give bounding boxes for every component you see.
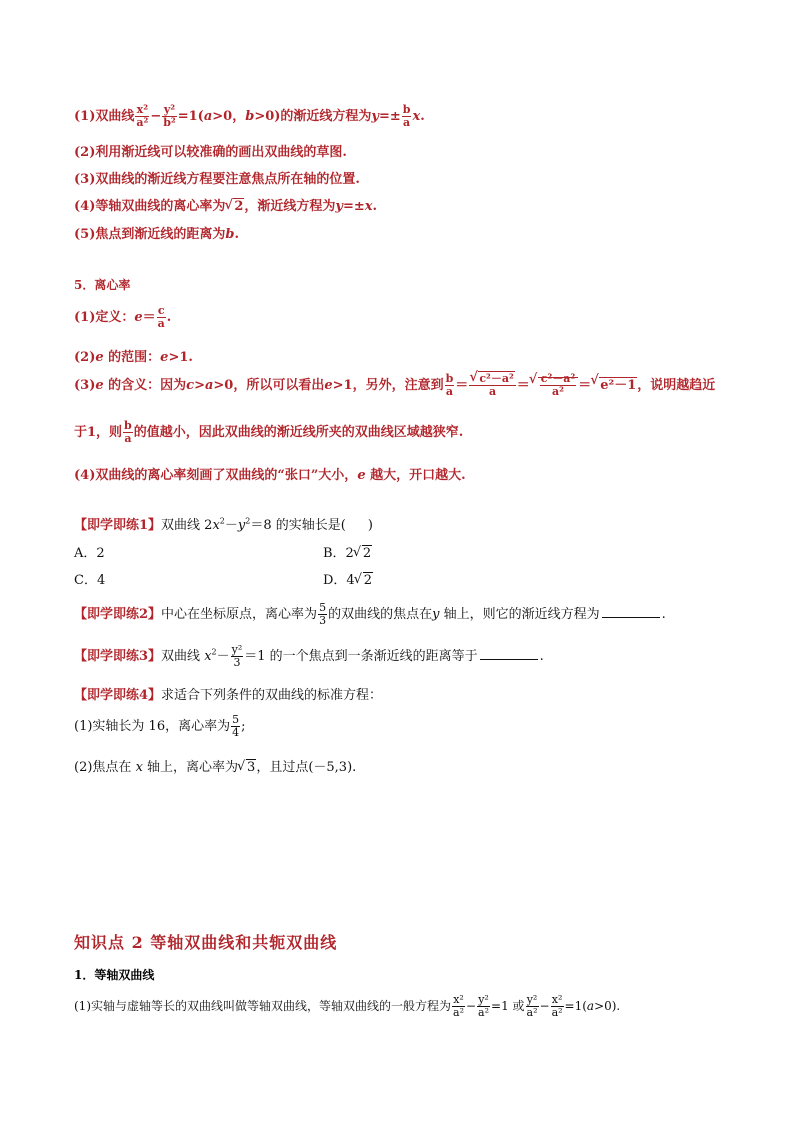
note-focus-axis: (3)双曲线的渐近线方程要注意焦点所在轴的位置. xyxy=(74,172,360,187)
ecc-definition: (1)定义：e＝ $\frac{c}{a}$ . xyxy=(74,304,172,330)
fraction-b-a-2: $\frac{b}{a}$ xyxy=(445,372,454,398)
ecc-meaning: (3)e 的含义：因为c>a>0，所以可以看出e>1，另外，注意到 $\frac{b}{a}$ ＝ √ $\frac{\text{c²－a²}}{a}$ ＝ √ $\frac{\text{c²－a²}}{\text{a²}}$ ＝√ e²－1，说明越趋近 xyxy=(74,373,715,398)
fraction-b-a: $\frac{b}{a}$ xyxy=(402,103,411,129)
option-d[interactable]: D．4√ 2 xyxy=(323,569,373,588)
fraction-b-a-3: $\frac{b}{a}$ xyxy=(124,419,132,445)
fraction-sqrt-c2-a2-over-a: √ $\frac{\text{c²－a²}}{a}$ xyxy=(469,373,515,398)
note-equilateral-eccentricity: (4)等轴双曲线的离心率为√ 2，渐近线方程为y=±x. xyxy=(74,195,377,214)
fraction-y2-3: $\frac{\text{y²}}{3}$ xyxy=(231,643,243,669)
answer-blank[interactable] xyxy=(480,649,538,660)
ecc-range: (2)e 的范围：e>1. xyxy=(74,350,193,365)
exercise-1: 【即学即练1】双曲线 $2x^2-y^2=8$ 的实轴长是( ) xyxy=(74,516,373,533)
exercise-2: 【即学即练2】中心在坐标原点，离心率为 $\frac{5}{3}$ 的双曲线的焦点在y 轴上，则它的渐近线方程为 . xyxy=(74,601,666,627)
exercise-3: 【即学即练3】双曲线 $x^2-$ $\frac{\text{y²}}{3}$ ＝1 的一个焦点到一条渐近线的距离等于 . xyxy=(74,643,544,669)
heading-eccentricity: 5．离心率 xyxy=(74,278,131,292)
fraction-c-a: $\frac{c}{a}$ xyxy=(157,304,165,330)
note-asymptote-eq: (1)双曲线 $\frac{\text{x²}}{\text{a²}}$ − $\frac{\text{y²}}{\text{b²}}$ =1(a>0，b>0)的渐近线方程为y=± $\frac{b}{a}$ x. xyxy=(74,103,425,129)
option-c[interactable]: C．4 xyxy=(74,573,106,588)
ecc-meaning-cont: 于1，则 $\frac{b}{a}$ 的值越小，因此双曲线的渐近线所夹的双曲线区域越狭窄. xyxy=(74,419,464,445)
section-title: 知识点 2 等轴双曲线和共轭双曲线 xyxy=(74,933,338,952)
exercise-4: 【即学即练4】求适合下列条件的双曲线的标准方程： xyxy=(74,688,383,703)
subsection-heading: 1．等轴双曲线 xyxy=(74,968,155,982)
fraction-5-4: $\frac{5}{4}$ xyxy=(232,713,240,739)
exercise-4-part-1: (1)实轴长为 16，离心率为 $\frac{5}{4}$ ; xyxy=(74,713,246,739)
equilateral-definition: (1)实轴与虚轴等长的双曲线叫做等轴双曲线，等轴双曲线的一般方程为 $\frac{\text{x²}}{\text{a²}}$ − $\frac{\text{y²}}{\text{a²}}$ =1 或 $\frac{\text{y²}}{\text{a²}}$ − $\frac{\text{x²}}{\text{a²}}$ =1(a>0). xyxy=(74,993,621,1019)
answer-blank[interactable] xyxy=(602,607,660,618)
fraction-y2-b2: $\frac{\text{y²}}{\text{b²}}$ xyxy=(163,103,176,129)
sqrt-e2-1: √ e²－1 xyxy=(591,374,637,393)
ecc-opening: (4)双曲线的离心率刻画了双曲线的“张口”大小，e 越大，开口越大. xyxy=(74,468,466,483)
exercise-4-part-2: (2)焦点在 x 轴上，离心率为√ 3，且过点(－5,3). xyxy=(74,756,356,775)
note-sketch: (2)利用渐近线可以较准确的画出双曲线的草图. xyxy=(74,145,347,160)
exercise-tag: 【即学即练1】 xyxy=(74,518,162,533)
fraction-5-3: $\frac{5}{3}$ xyxy=(319,601,327,627)
sqrt-fraction: √ $\frac{\text{c²－a²}}{\text{a²}}$ xyxy=(530,373,578,398)
sqrt-2: √ 2 xyxy=(225,199,244,214)
option-a[interactable]: A．2 xyxy=(74,546,105,561)
option-b[interactable]: B．2√ 2 xyxy=(323,542,372,561)
fraction-x2-a2: $\frac{\text{x²}}{\text{a²}}$ xyxy=(136,103,149,129)
note-focus-distance: (5)焦点到渐近线的距离为b. xyxy=(74,227,239,242)
